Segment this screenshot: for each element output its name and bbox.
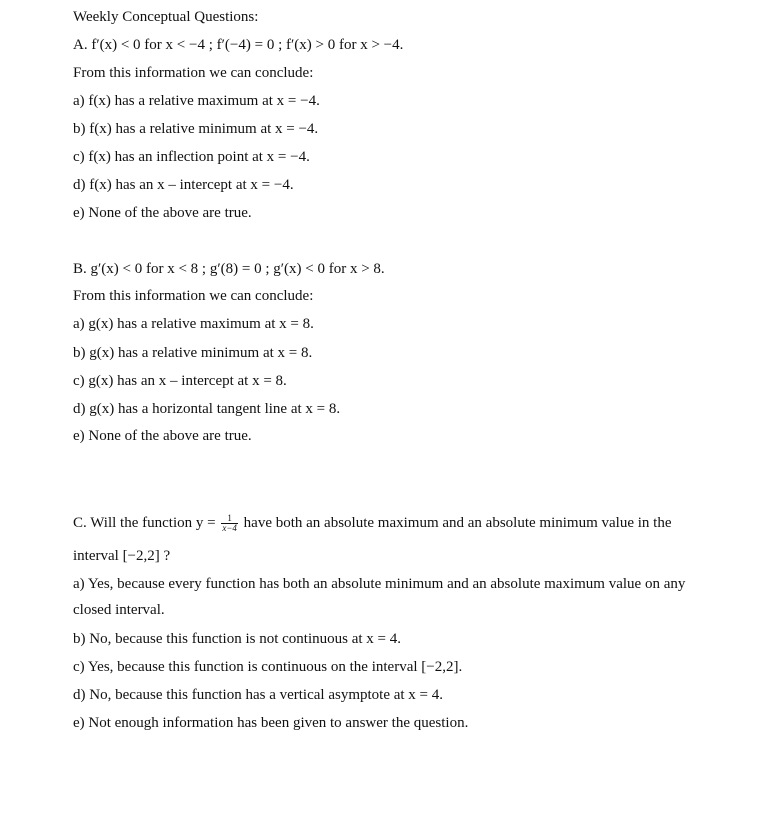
question-a-option-a: a) f(x) has a relative maximum at x = −4. [73,93,320,109]
question-c-stem [73,513,745,533]
question-c-option-a-line1: a) Yes, because every function has both an absolute minimum and an absolute maximum value on any [73,576,686,592]
question-c-option-d: d) No, because this function has a vertical asymptote at x = 4. [73,687,444,703]
question-c-stem-post: have both an absolute maximum and an absolute minimum value in the [243,515,672,531]
question-b-option-c: c) g(x) has an x – intercept at x = 8. [73,373,287,389]
question-c-option-c: c) Yes, because this function is continuous on the interval [−2,2]. [73,659,463,675]
question-b-lead: From this information we can conclude: [73,288,314,304]
question-b-option-e: e) None of the above are true. [73,428,252,444]
question-a-stem: A. f′(x) < 0 for x < −4 ; f′(−4) = 0 ; f′(x) > 0 for x > −4. [73,37,404,53]
question-a-lead: From this information we can conclude: [73,65,314,81]
fraction-denominator: x−4 [222,523,237,534]
question-a-option-b: b) f(x) has a relative minimum at x = −4. [73,121,319,137]
fraction-numerator: 1 [221,514,238,524]
question-b-option-d: d) g(x) has a horizontal tangent line at x = 8. [73,401,341,417]
question-c-option-e: e) Not enough information has been given to answer the question. [73,715,469,731]
question-c-option-b: b) No, because this function is not continuous at x = 4. [73,631,401,647]
question-b-option-a: a) g(x) has a relative maximum at x = 8. [73,316,314,332]
question-b-stem: B. g′(x) < 0 for x < 8 ; g′(8) = 0 ; g′(x) < 0 for x > 8. [73,261,385,277]
question-a-option-e: e) None of the above are true. [73,205,252,221]
question-c-stem-line2: interval [−2,2] ? [73,548,171,564]
question-c-stem-pre: C. Will the function y = [73,515,216,531]
page-title: Weekly Conceptual Questions: [73,9,259,25]
fraction-1-over-x-minus-4 [221,514,238,533]
question-a-option-d: d) f(x) has an x – intercept at x = −4. [73,177,294,193]
question-b-option-b: b) g(x) has a relative minimum at x = 8. [73,345,313,361]
question-c-option-a-line2: closed interval. [73,602,165,618]
question-a-option-c: c) f(x) has an inflection point at x = −4. [73,149,310,165]
